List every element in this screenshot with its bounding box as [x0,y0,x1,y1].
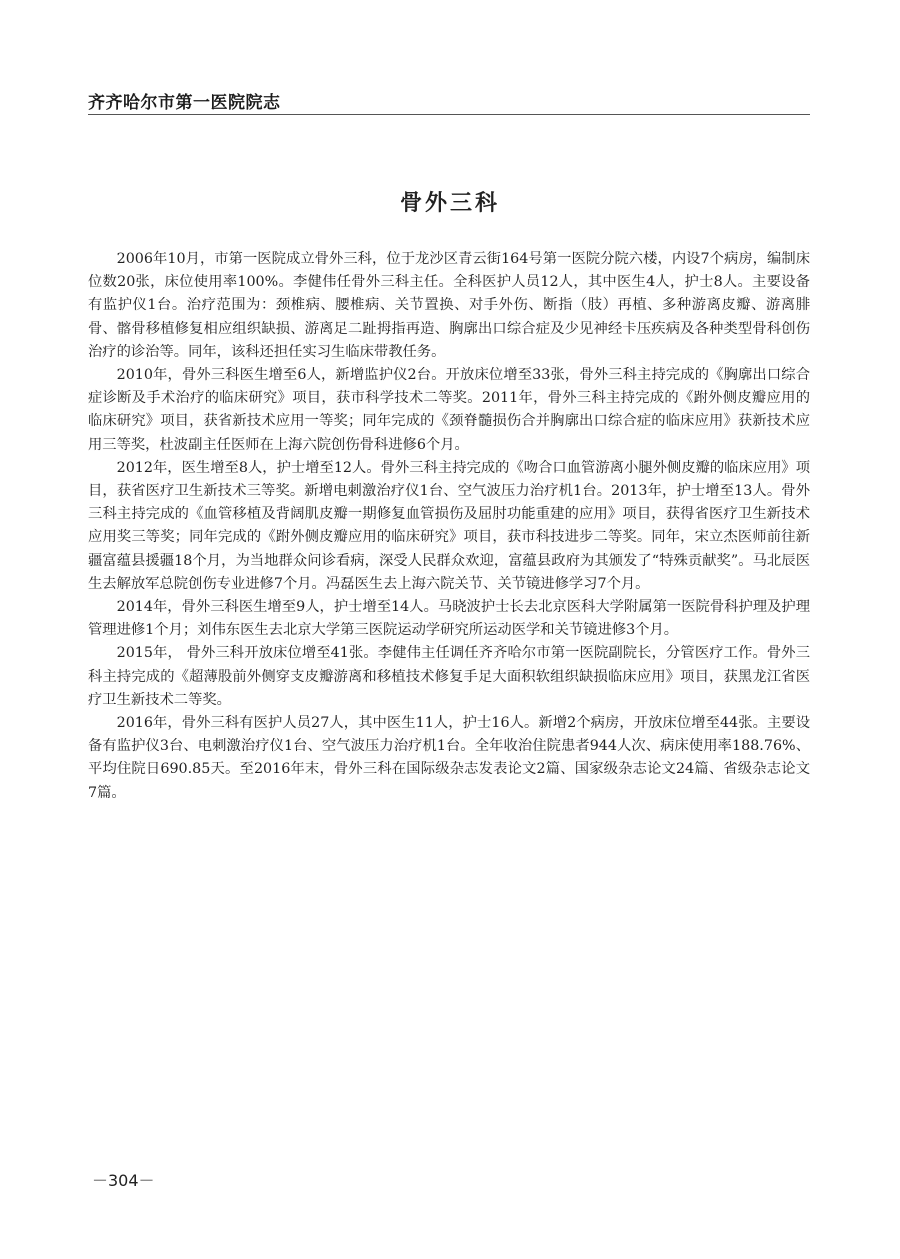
paragraph-2015: 2015年， 骨外三科开放床位增至41张。李健伟主任调任齐齐哈尔市第一医院副院长，分管医疗工作。骨外三科主持完成的《超薄股前外侧穿支皮瓣游离和移植技术修复手足大面积软组织缺损临床应用》项目，获黑龙江省医疗卫生新技术二等奖。 [88,645,810,708]
paragraph-2006: 2006年10月，市第一医院成立骨外三科，位于龙沙区青云街164号第一医院分院六楼，内设7个病房，编制床位数20张，床位使用率100%。李健伟任骨外三科主任。全科医护人员12人，其中医生4人，护士8人。主要设备有监护仪1台。治疗范围为：颈椎病、腰椎病、关节置换、对手外伤、断指（肢）再植、多种游离皮瓣、游离腓骨、髂骨移植修复相应组织缺损、游离足二趾拇指再造、胸廓出口综合症及少见神经卡压疾病及各种类型骨科创伤治疗的诊治等。同年，该科还担任实习生临床带教任务。 [88,251,810,360]
running-header: 齐齐哈尔市第一医院院志 [88,93,281,113]
body-text [88,248,810,805]
header-rule [88,114,810,115]
paragraph-2012: 2012年，医生增至8人，护士增至12人。骨外三科主持完成的《吻合口血管游离小腿外侧皮瓣的临床应用》项目，获省医疗卫生新技术三等奖。新增电刺激治疗仪1台、空气波压力治疗机1台。2013年，护士增至13人。骨外三科主持完成的《血管移植及背阔肌皮瓣一期修复血管损伤及屈肘功能重建的应用》项目，获得省医疗卫生新技术应用奖三等奖；同年完成的《跗外侧皮瓣应用的临床研究》项目，获市科技进步二等奖。同年，宋立杰医师前往新疆富蕴县援疆18个月，为当地群众问诊看病，深受人民群众欢迎，富蕴县政府为其颁发了“特殊贡献奖”。马北辰医生去解放军总院创伤专业进修7个月。冯磊医生去上海六院关节、关节镜进修学习7个月。 [88,459,810,592]
paragraph-2014: 2014年，骨外三科医生增至9人，护士增至14人。马晓波护士长去北京医科大学附属第一医院骨科护理及护理管理进修1个月；刘伟东医生去北京大学第三医院运动学研究所运动医学和关节镜进修3个月。 [88,599,810,639]
section-title: 骨外三科 [399,191,500,216]
page-number: －304－ [92,1171,155,1190]
paragraph-2010: 2010年，骨外三科医生增至6人，新增监护仪2台。开放床位增至33张，骨外三科主持完成的《胸廓出口综合症诊断及手术治疗的临床研究》项目，获市科学技术二等奖。2011年，骨外三科主持完成的《跗外侧皮瓣应用的临床研究》项目，获省新技术应用一等奖；同年完成的《颈脊髓损伤合并胸廓出口综合症的临床应用》获新技术应用三等奖，杜波副主任医师在上海六院创伤骨科进修6个月。 [88,367,810,453]
paragraph-2016: 2016年，骨外三科有医护人员27人，其中医生11人，护士16人。新增2个病房，开放床位增至44张。主要设备有监护仪3台、电刺激治疗仪1台、空气波压力治疗机1台。全年收治住院患者944人次、病床使用率188.76%、平均住院日690.85天。至2016年末，骨外三科在国际级杂志发表论文2篇、国家级杂志论文24篇、省级杂志论文7篇。 [88,715,810,801]
